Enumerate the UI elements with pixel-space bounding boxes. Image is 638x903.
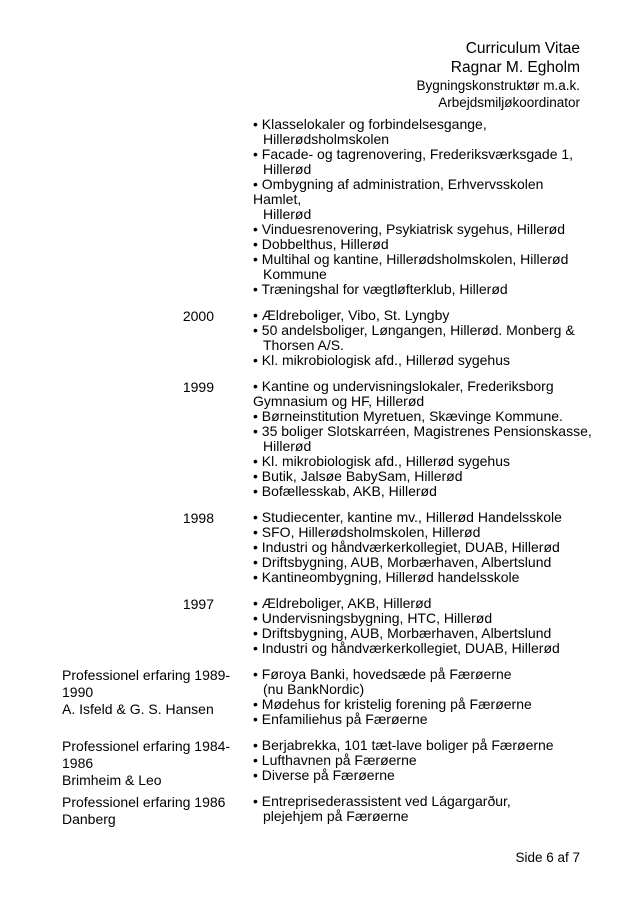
project-item	[253, 252, 593, 282]
project-text: • Træningshal for vægtløfterklub, Hillerød	[253, 281, 508, 297]
page-number: Side 6 af 7	[515, 850, 580, 865]
project-text: • Multihal og kantine, Hillerødsholmskolen, Hillerød	[253, 251, 569, 267]
project-text: • Vinduesrenovering, Psykiatrisk sygehus, Hillerød	[253, 221, 565, 237]
author-role-secondary: Arbejdsmiljøkoordinator	[438, 95, 580, 110]
project-text-continued: Kommune	[263, 266, 327, 282]
project-text: • Enfamiliehus på Færøerne	[253, 711, 428, 727]
project-item	[253, 147, 593, 177]
experience-section	[0, 737, 638, 788]
project-item	[253, 484, 593, 499]
project-item	[253, 641, 593, 656]
project-text: • Klasselokaler og forbindelsesgange,	[253, 116, 487, 132]
project-item	[253, 540, 593, 555]
employer-info	[62, 738, 248, 789]
project-item	[253, 353, 593, 368]
project-text: • Bofællesskab, AKB, Hillerød	[253, 483, 437, 499]
project-text: • Butik, Jalsøe BabySam, Hillerød	[253, 468, 463, 484]
project-list	[253, 738, 593, 783]
project-item	[253, 237, 593, 252]
project-text: • Berjabrekka, 101 tæt-lave boliger på Færøerne	[253, 737, 554, 753]
experience-section	[0, 596, 638, 656]
project-text: • Kantine og undervisningslokaler, Frederiksborg	[253, 378, 554, 394]
project-text: • Driftsbygning, AUB, Morbærhaven, Albertslund	[253, 554, 552, 570]
employer-info	[62, 794, 248, 828]
project-item	[253, 469, 593, 484]
project-item	[253, 712, 593, 727]
project-text: • Mødehus for kristelig forening på Færøerne	[253, 696, 532, 712]
project-list	[253, 308, 593, 368]
project-text: • Børneinstitution Myretuen, Skævinge Kommune.	[253, 408, 563, 424]
experience-section	[0, 793, 638, 827]
project-item	[253, 667, 593, 697]
project-text: • Diverse på Færøerne	[253, 767, 395, 783]
project-text: • Industri og håndværkerkollegiet, DUAB, Hillerød	[253, 640, 560, 656]
project-item	[253, 177, 593, 222]
project-item	[253, 525, 593, 540]
project-text: • Ældreboliger, Vibo, St. Lyngby	[253, 307, 450, 323]
project-item	[253, 117, 593, 147]
project-text: • Kl. mikrobiologisk afd., Hillerød sygehus	[253, 352, 510, 368]
project-item	[253, 596, 593, 611]
year-label: 1998	[182, 510, 214, 526]
experience-section	[0, 117, 638, 297]
employer-info	[62, 667, 248, 718]
project-text: • Entreprisederassistent ved Lágargarður,	[253, 793, 511, 809]
project-item	[253, 222, 593, 237]
project-item	[253, 697, 593, 712]
project-text-continued: Gymnasium og HF, Hillerød	[253, 393, 425, 409]
experience-section	[0, 510, 638, 585]
project-text: • Facade- og tagrenovering, Frederiksværksgade 1,	[253, 146, 574, 162]
project-text-continued: Hillerød	[263, 206, 312, 222]
project-item	[253, 379, 593, 409]
project-list	[253, 596, 593, 656]
project-list	[253, 379, 593, 499]
project-item	[253, 510, 593, 525]
experience-section	[0, 667, 638, 727]
project-item	[253, 753, 593, 768]
project-item	[253, 454, 593, 469]
project-text: • Føroya Banki, hovedsæde på Færøerne	[253, 666, 512, 682]
project-text: • Dobbelthus, Hillerød	[253, 236, 389, 252]
project-text: • Undervisningsbygning, HTC, Hillerød	[253, 610, 493, 626]
project-item	[253, 555, 593, 570]
project-item	[253, 282, 593, 297]
project-text: • Ældreboliger, AKB, Hillerød	[253, 595, 432, 611]
project-item	[253, 768, 593, 783]
project-text-continued: Thorsen A/S.	[263, 337, 344, 353]
project-text: • Studiecenter, kantine mv., Hillerød Handelsskole	[253, 509, 562, 525]
project-list	[253, 667, 593, 727]
project-list	[253, 117, 593, 297]
experience-list	[0, 116, 638, 827]
project-item	[253, 323, 593, 353]
employer-name: Brimheim & Leo	[62, 772, 162, 788]
project-item	[253, 611, 593, 626]
year-label: 1999	[182, 379, 214, 395]
project-item	[253, 738, 593, 753]
author-name: Ragnar M. Egholm	[450, 59, 580, 76]
year-label: 2000	[182, 308, 214, 324]
author-role: Bygningskonstruktør m.a.k.	[416, 78, 580, 93]
project-text-continued: (nu BankNordic)	[263, 681, 365, 697]
experience-period: Professionel erfaring 1986	[62, 794, 226, 810]
project-text-continued: Hillerødsholmskolen	[263, 131, 390, 147]
project-list	[253, 794, 593, 824]
experience-section	[0, 379, 638, 499]
project-item	[253, 626, 593, 641]
employer-name: A. Isfeld & G. S. Hansen	[62, 701, 214, 717]
project-text: • 35 boliger Slotskarréen, Magistrenes Pensionskasse,	[253, 423, 592, 439]
project-text: • Kl. mikrobiologisk afd., Hillerød sygehus	[253, 453, 510, 469]
project-text: • Industri og håndværkerkollegiet, DUAB, Hillerød	[253, 539, 560, 555]
cv-title: Curriculum Vitae	[465, 40, 580, 57]
project-text-continued: plejehjem på Færøerne	[263, 808, 409, 824]
experience-section	[0, 308, 638, 368]
project-list	[253, 510, 593, 585]
project-item	[253, 308, 593, 323]
project-text: • Ombygning af administration, Erhvervsskolen Hamlet,	[253, 176, 544, 207]
experience-period: Professionel erfaring 1989-1990	[62, 667, 231, 700]
year-label: 1997	[182, 596, 214, 612]
project-text: • Kantineombygning, Hillerød handelsskole	[253, 569, 520, 585]
cv-header	[416, 39, 580, 111]
project-item	[253, 794, 593, 824]
project-text: • 50 andelsboliger, Løngangen, Hillerød. Monberg &	[253, 322, 575, 338]
project-text-continued: Hillerød	[263, 161, 312, 177]
project-text-continued: Hillerød	[263, 438, 312, 454]
project-item	[253, 409, 593, 424]
employer-name: Danberg	[62, 811, 116, 827]
project-text: • Driftsbygning, AUB, Morbærhaven, Albertslund	[253, 625, 552, 641]
project-text: • Lufthavnen på Færøerne	[253, 752, 417, 768]
project-item	[253, 570, 593, 585]
experience-period: Professionel erfaring 1984-1986	[62, 738, 231, 771]
project-text: • SFO, Hillerødsholmskolen, Hillerød	[253, 524, 481, 540]
project-item	[253, 424, 593, 454]
